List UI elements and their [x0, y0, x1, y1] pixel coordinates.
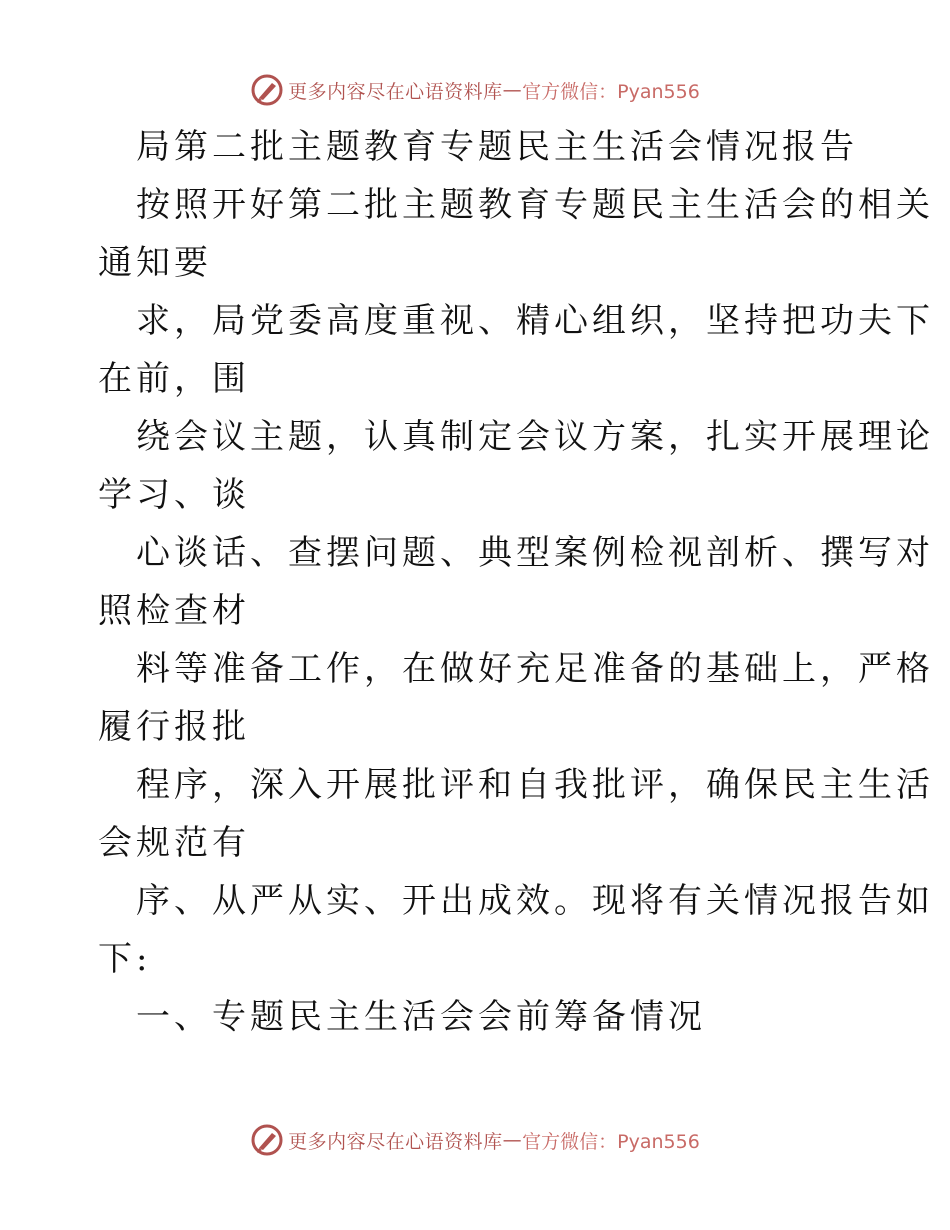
document-line: 履行报批 — [98, 707, 250, 747]
document-line: 一、专题民主生活会会前筹备情况 — [136, 997, 706, 1037]
document-line: 会规范有 — [98, 823, 250, 863]
document-body — [98, 118, 934, 1046]
document-line: 绕会议主题，认真制定会议方案，扎实开展理论 — [136, 417, 934, 457]
document-line: 程序，深入开展批评和自我批评，确保民主生活 — [136, 765, 934, 805]
watermark-text: 更多内容尽在心语资料库 — [288, 80, 503, 103]
header-watermark — [0, 70, 950, 110]
watermark-wechat: 官方微信：Pyan556 — [522, 80, 700, 103]
watermark-wechat: 官方微信：Pyan556 — [522, 1130, 700, 1153]
document-line: 下: — [98, 939, 152, 979]
watermark-text: 更多内容尽在心语资料库 — [288, 1130, 503, 1153]
footer-watermark — [0, 1120, 950, 1160]
watermark-separator: — — [502, 1129, 523, 1151]
document-line: 序、从严从实、开出成效。现将有关情况报告如 — [136, 881, 934, 921]
document-line: 局第二批主题教育专题民主生活会情况报告 — [136, 127, 858, 167]
document-line: 求，局党委高度重视、精心组织，坚持把功夫下 — [136, 301, 934, 341]
pen-logo-icon — [250, 1123, 284, 1157]
pen-logo-icon — [250, 73, 284, 107]
document-line: 按照开好第二批主题教育专题民主生活会的相关 — [136, 185, 934, 225]
document-line: 在前，围 — [98, 359, 250, 399]
document-line: 料等准备工作，在做好充足准备的基础上，严格 — [136, 649, 934, 689]
document-line: 心谈话、查摆问题、典型案例检视剖析、撰写对 — [136, 533, 934, 573]
document-line: 照检查材 — [98, 591, 250, 631]
document-line: 通知要 — [98, 243, 212, 283]
watermark-separator: — — [502, 79, 523, 101]
document-line: 学习、谈 — [98, 475, 250, 515]
